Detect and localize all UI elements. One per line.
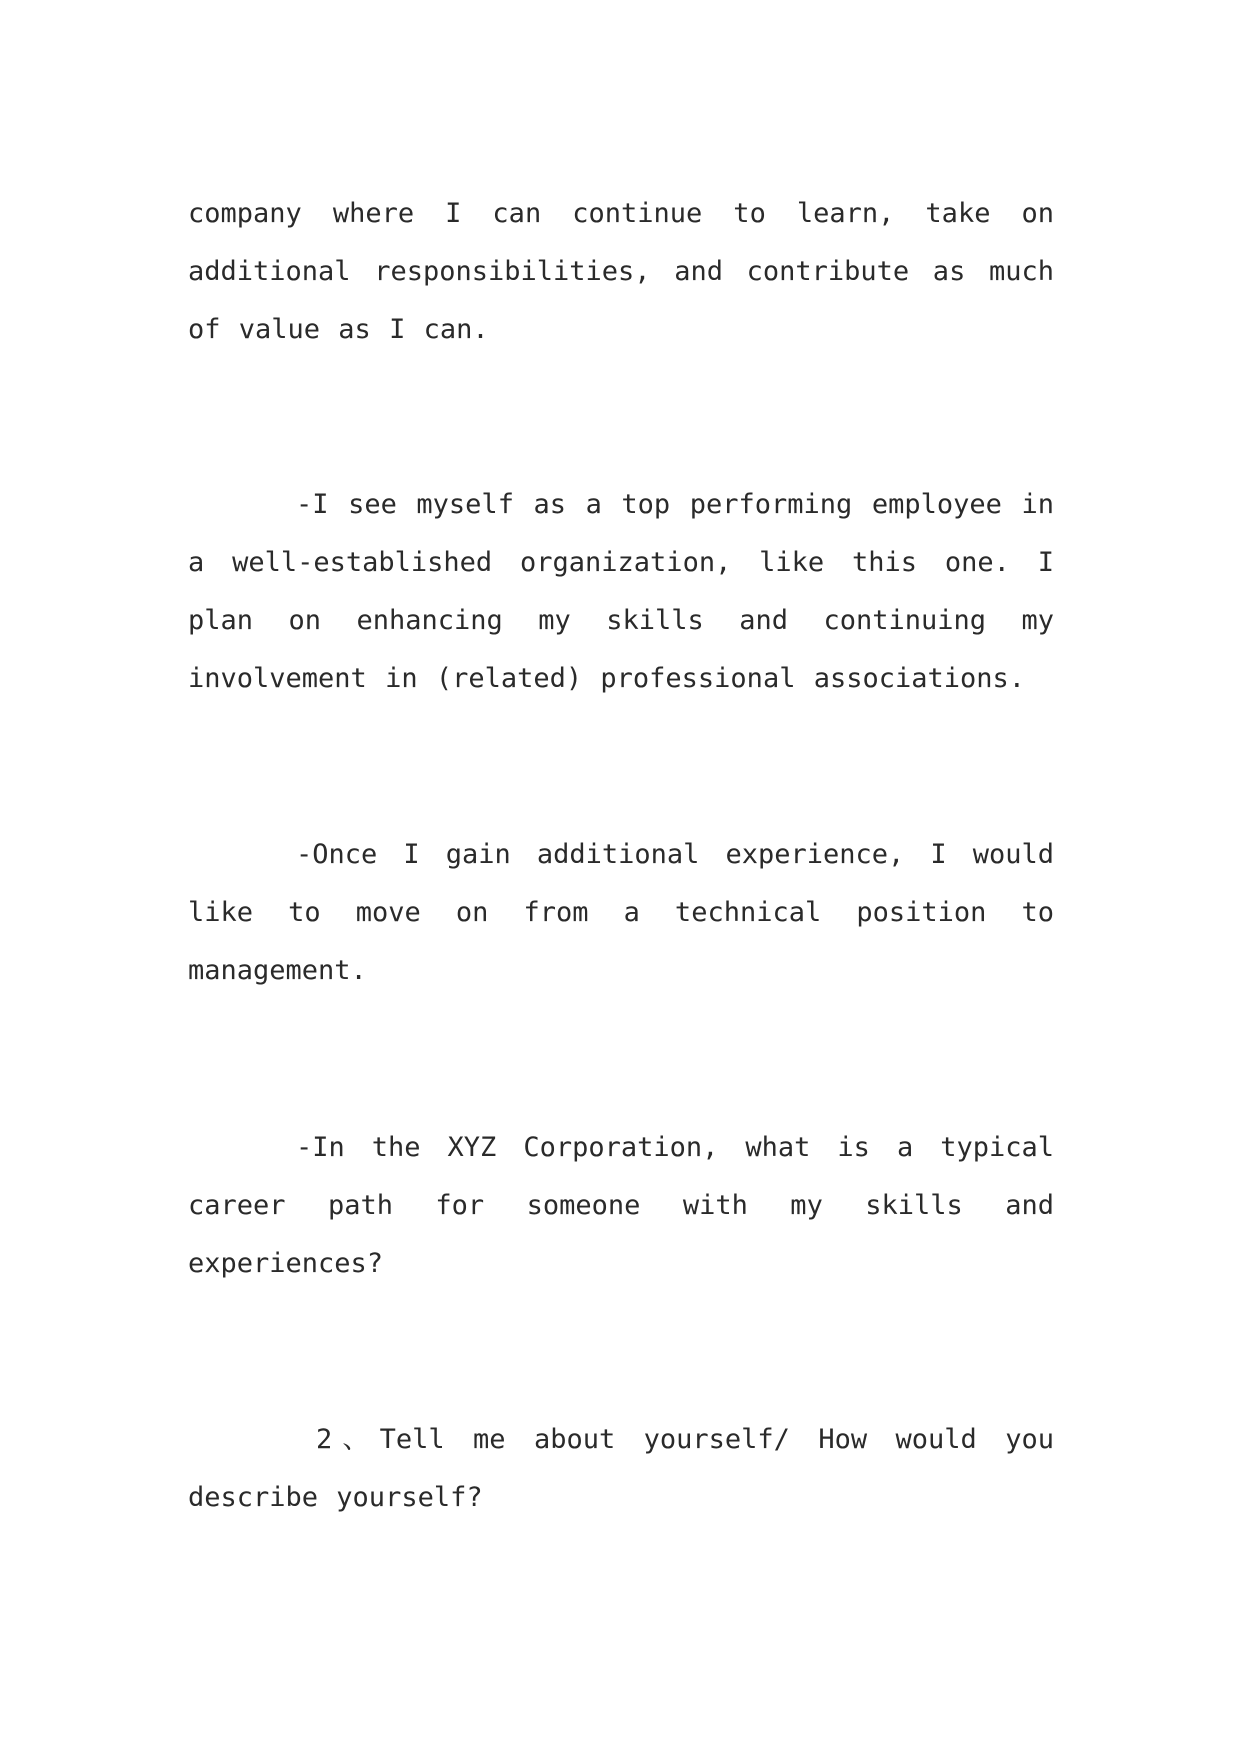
- paragraph-continuation: company where I can continue to learn, take on additional responsibilities, and contribute as much of value as I can.: [188, 198, 1054, 345]
- question-heading-tell-me-about-yourself: 2、Tell me about yourself/ How would you describe yourself?: [188, 1424, 1054, 1513]
- paragraph-answer-management: -Once I gain additional experience, I would like to move on from a technical position to management.: [188, 839, 1054, 986]
- paragraph-answer-top-performer: -I see myself as a top performing employee in a well-established organization, like this one. I plan on enhancing my skills and continuing my involvement in (related) professional associations.: [188, 489, 1054, 694]
- paragraph-answer-career-path: -In the XYZ Corporation, what is a typical career path for someone with my skills and experiences?: [188, 1132, 1054, 1279]
